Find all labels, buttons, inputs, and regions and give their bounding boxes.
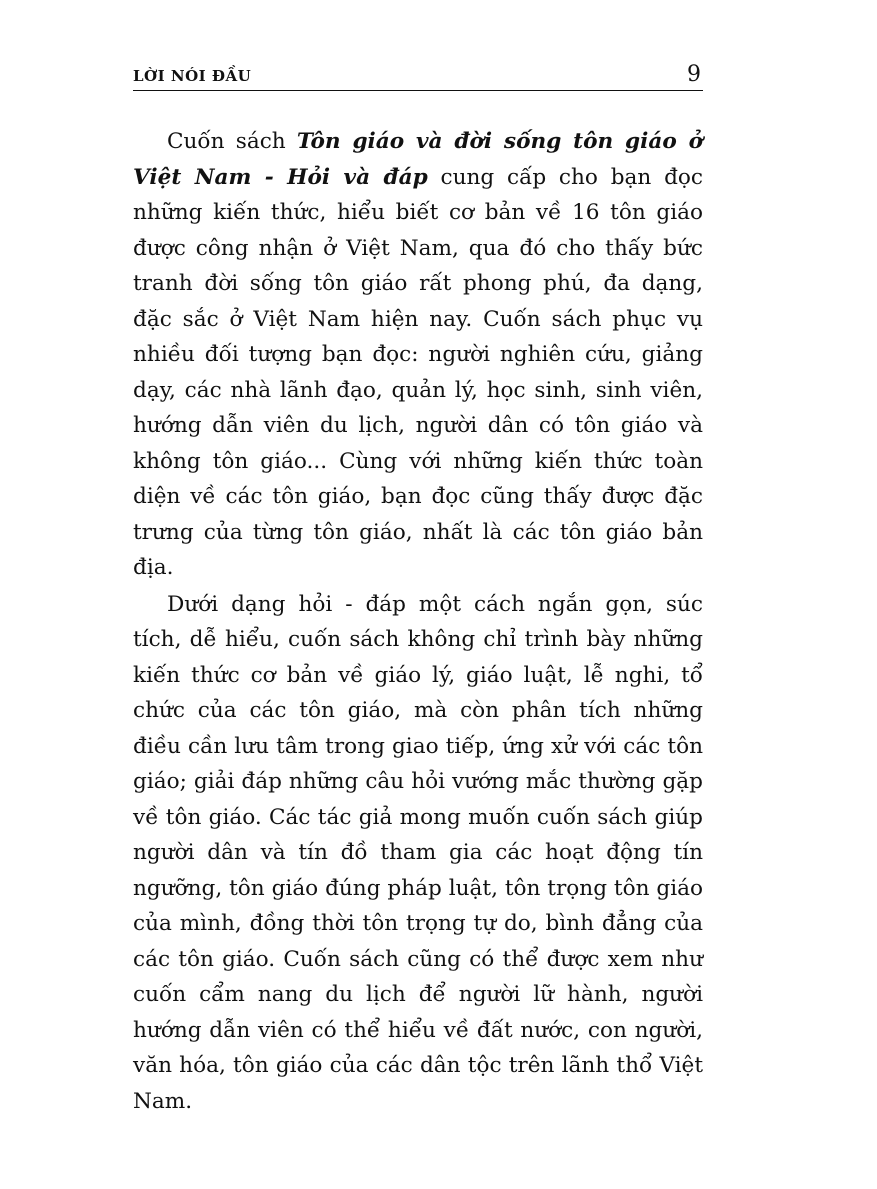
paragraph-1 (133, 124, 703, 586)
book-title: Tôn giáo và đời sống tôn giáo ở Việt Nam - Hỏi và đáp (133, 129, 704, 190)
running-header (133, 60, 703, 91)
paragraph-1-text: cung cấp cho bạn đọc những kiến thức, hiểu biết cơ bản về 16 tôn giáo được công nhận ở Việt Nam, qua đó cho thấy bức tranh đời sống tôn giáo rất phong phú, đa dạng, đặc sắc ở Việt Nam hiện nay. Cuốn sách phục vụ nhiều đối tượng bạn đọc: người nghiên cứu, giảng dạy, các nhà lãnh đạo, quản lý, học sinh, sinh viên, hướng dẫn viên du lịch, người dân có tôn giáo và không tôn giáo... Cùng với những kiến thức toàn diện về các tôn giáo, bạn đọc cũng thấy được đặc trưng của từng tôn giáo, nhất là các tôn giáo bản địa. (133, 164, 703, 580)
running-title: LỜI NÓI ĐẦU (133, 67, 252, 85)
page-number: 9 (687, 62, 701, 87)
paragraph-2: Dưới dạng hỏi - đáp một cách ngắn gọn, súc tích, dễ hiểu, cuốn sách không chỉ trình bày những kiến thức cơ bản về giáo lý, giáo luật, lễ nghi, tổ chức của các tôn giáo, mà còn phân tích những điều cần lưu tâm trong giao tiếp, ứng xử với các tôn giáo; giải đáp những câu hỏi vướng mắc thường gặp về tôn giáo. Các tác giả mong muốn cuốn sách giúp người dân và tín đồ tham gia các hoạt động tín ngưỡng, tôn giáo đúng pháp luật, tôn trọng tôn giáo của mình, đồng thời tôn trọng tự do, bình đẳng của các tôn giáo. Cuốn sách cũng có thể được xem như cuốn cẩm nang du lịch để người lữ hành, người hướng dẫn viên có thể hiểu về đất nước, con người, văn hóa, tôn giáo của các dân tộc trên lãnh thổ Việt Nam. (133, 591, 703, 1114)
body-text (133, 124, 703, 1119)
paragraph-1-intro: Cuốn sách (167, 129, 297, 154)
